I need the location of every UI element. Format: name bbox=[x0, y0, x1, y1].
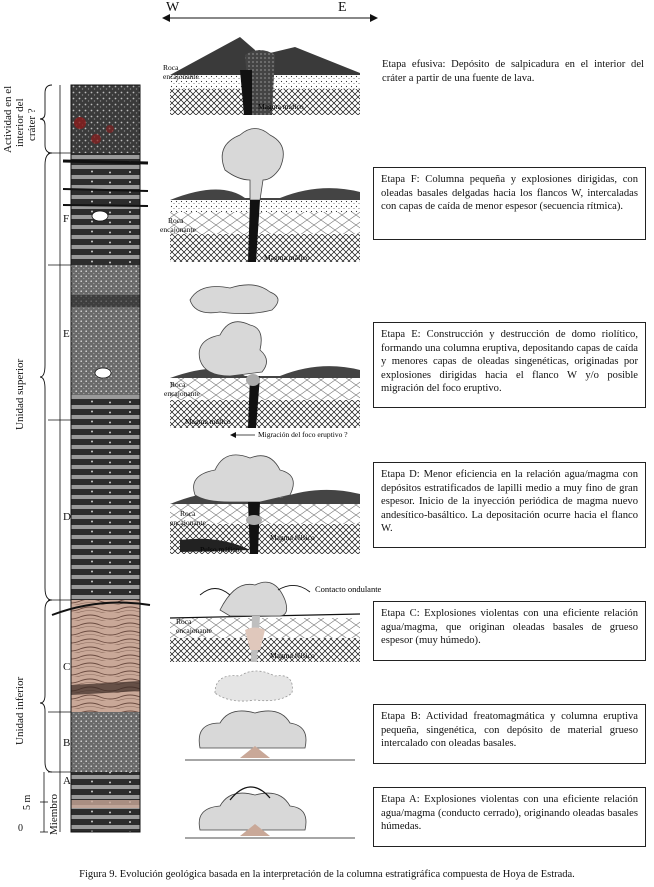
stage-c-text: Etapa C: Explosiones violentas con una eficiente relación agua/magma, que originan oleadas basales de grueso espesor (muy húmedo). bbox=[373, 601, 646, 661]
double-arrow-icon bbox=[160, 13, 380, 23]
scale-5m-label: 5 m bbox=[22, 794, 33, 810]
stage-f-text: Etapa F: Columna pequeña y explosiones dirigidas, con oleadas basales delgadas hacia los flancos W, intercaladas con capas de caída de menor espesor (secuencia rítmica). bbox=[373, 167, 646, 240]
diagram-d bbox=[160, 440, 370, 560]
diag-efusiva-magma: Magma máfico bbox=[258, 102, 304, 111]
upper-unit-label: Unidad superior bbox=[14, 358, 26, 430]
crater-label-3: cráter ? bbox=[26, 108, 38, 141]
member-label: Miembro bbox=[48, 794, 60, 835]
stage-b-text: Etapa B: Actividad freatomagmática y columna eruptiva pequeña, singenética, con depósito de material grueso intercalado con oleadas basales. bbox=[373, 704, 646, 764]
column-letter-c: C bbox=[63, 661, 71, 673]
diag-c-magma: Magma félsico bbox=[270, 651, 315, 660]
diagram-efusiva bbox=[160, 25, 370, 120]
orientation-arrow bbox=[160, 0, 380, 24]
stage-e-text: Etapa E: Construcción y destrucción de domo riolítico, formando una columna eruptiva, depositando capas de caída y menores capas de oleadas singenéticas, originadas por explosiones dirigidas hacia el flanco W y/o posible migración del foco eruptivo. bbox=[373, 322, 646, 408]
stage-a-text: Etapa A: Explosiones violentas con una eficiente relación agua/magma (conducto cerrado), originando oleadas basales húmedas. bbox=[373, 787, 646, 847]
stage-efusiva-text: Etapa efusiva: Depósito de salpicadura en el interior del cráter a partir de una fuente de lava. bbox=[382, 59, 644, 84]
stage-d-text: Etapa D: Menor eficiencia en la relación agua/magma con depósitos estratificados de lapilli medio a muy fino de gran espesor. Inicio de la inyección periódica de magma nuevo andesítico-basáltico. La depositación ocurre hacia el flanco W. bbox=[373, 462, 646, 548]
column-letter-a: A bbox=[63, 775, 71, 787]
diag-d-encajonante: encajonante bbox=[170, 518, 206, 527]
column-letter-b: B bbox=[63, 737, 71, 749]
diagram-c bbox=[160, 570, 382, 670]
diag-e-migracion: Migración del foco eruptivo ? bbox=[258, 430, 348, 439]
east-label: E bbox=[338, 0, 347, 15]
diag-e-magma: Magma máfico bbox=[185, 417, 231, 426]
diag-d-magma-felsico: Magma félsico bbox=[270, 533, 315, 542]
crater-label-2: interior del bbox=[14, 98, 26, 147]
stratigraphic-column bbox=[0, 85, 160, 835]
scale-0-label: 0 bbox=[18, 823, 23, 834]
diag-e-roca: Roca bbox=[170, 380, 186, 389]
diag-c-encajonante: encajonante bbox=[176, 626, 212, 635]
diag-c-roca: Roca bbox=[176, 617, 192, 626]
diag-efusiva-roca: Roca bbox=[163, 63, 179, 72]
diag-efusiva-encajonante: encajonante bbox=[163, 72, 199, 81]
diag-d-roca: Roca bbox=[180, 509, 196, 518]
diag-d-pulso: Pulso máfico bbox=[200, 545, 240, 554]
west-label: W bbox=[166, 0, 180, 15]
crater-label-1: Actividad en el bbox=[2, 85, 14, 153]
figure-caption: Figura 9. Evolución geológica basada en la interpretación de la columna estratigráfica compuesta de Hoya de Estrada. bbox=[79, 869, 575, 880]
lower-unit-label: Unidad inferior bbox=[14, 676, 26, 745]
diag-c-contacto: Contacto ondulante bbox=[315, 584, 382, 594]
column-letter-e: E bbox=[63, 328, 70, 340]
diagram-a bbox=[160, 770, 370, 845]
diagram-f bbox=[160, 120, 370, 268]
diagram-e bbox=[160, 280, 370, 445]
diag-f-roca: Roca bbox=[168, 216, 184, 225]
diag-f-magma: Magma máfico bbox=[264, 253, 310, 262]
diagram-b bbox=[160, 668, 370, 768]
column-letter-d: D bbox=[63, 511, 71, 523]
diag-e-encajonante: encajonante bbox=[164, 389, 200, 398]
diag-f-encajonante: encajonante bbox=[160, 225, 196, 234]
column-letter-f: F bbox=[63, 213, 70, 225]
